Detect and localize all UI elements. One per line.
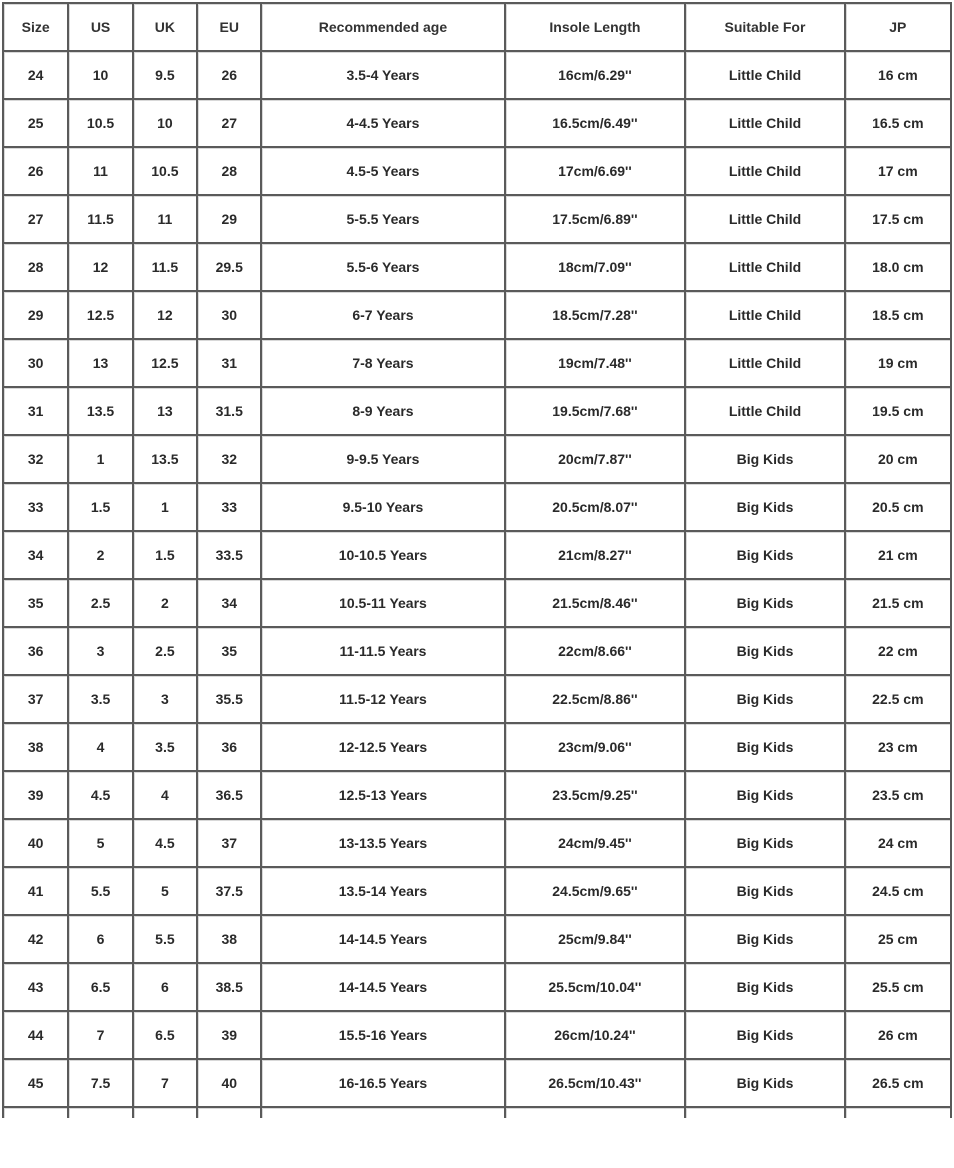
cell-suitable-for: Big Kids bbox=[684, 578, 843, 626]
cell-uk: 12.5 bbox=[132, 338, 196, 386]
cell-size: 26 bbox=[2, 146, 67, 194]
table-row bbox=[2, 914, 952, 962]
cell-insole-length: 20cm/7.87'' bbox=[504, 434, 685, 482]
cell-insole-length: 23.5cm/9.25'' bbox=[504, 770, 685, 818]
cell-size: 30 bbox=[2, 338, 67, 386]
cell-suitable-for: Big Kids bbox=[684, 962, 843, 1010]
cell-insole-length: 17cm/6.69'' bbox=[504, 146, 685, 194]
cell-us: 3.5 bbox=[67, 674, 131, 722]
cell-uk: 1 bbox=[132, 482, 196, 530]
cell-uk: 10.5 bbox=[132, 146, 196, 194]
cell-size: 29 bbox=[2, 290, 67, 338]
cell-recommended-age: 8-9 Years bbox=[260, 386, 503, 434]
cell-eu: 37 bbox=[196, 818, 260, 866]
cell-recommended-age: 11.5-12 Years bbox=[260, 674, 503, 722]
table-row bbox=[2, 818, 952, 866]
cell-empty bbox=[684, 1106, 843, 1118]
cell-eu: 35.5 bbox=[196, 674, 260, 722]
cell-size: 25 bbox=[2, 98, 67, 146]
cell-suitable-for: Big Kids bbox=[684, 818, 843, 866]
table-row bbox=[2, 290, 952, 338]
cell-size: 34 bbox=[2, 530, 67, 578]
cell-jp: 23 cm bbox=[844, 722, 952, 770]
cell-insole-length: 18cm/7.09'' bbox=[504, 242, 685, 290]
cell-eu: 40 bbox=[196, 1058, 260, 1106]
cell-recommended-age: 5.5-6 Years bbox=[260, 242, 503, 290]
cell-recommended-age: 13.5-14 Years bbox=[260, 866, 503, 914]
cell-insole-length: 18.5cm/7.28'' bbox=[504, 290, 685, 338]
cell-insole-length: 19cm/7.48'' bbox=[504, 338, 685, 386]
cell-jp: 18.5 cm bbox=[844, 290, 952, 338]
cell-eu: 31.5 bbox=[196, 386, 260, 434]
cell-eu: 36 bbox=[196, 722, 260, 770]
cell-size: 37 bbox=[2, 674, 67, 722]
table-header bbox=[2, 2, 952, 50]
cell-jp: 25.5 cm bbox=[844, 962, 952, 1010]
cell-insole-length: 24cm/9.45'' bbox=[504, 818, 685, 866]
cell-insole-length: 22.5cm/8.86'' bbox=[504, 674, 685, 722]
cell-size: 28 bbox=[2, 242, 67, 290]
cell-suitable-for: Little Child bbox=[684, 194, 843, 242]
cell-eu: 26 bbox=[196, 50, 260, 98]
table-row bbox=[2, 194, 952, 242]
cell-eu: 39 bbox=[196, 1010, 260, 1058]
cell-insole-length: 16cm/6.29'' bbox=[504, 50, 685, 98]
cell-uk: 3 bbox=[132, 674, 196, 722]
cell-size: 43 bbox=[2, 962, 67, 1010]
cell-eu: 32 bbox=[196, 434, 260, 482]
cell-recommended-age: 14-14.5 Years bbox=[260, 962, 503, 1010]
column-header-uk: UK bbox=[132, 2, 196, 50]
table-row bbox=[2, 146, 952, 194]
cell-suitable-for: Big Kids bbox=[684, 482, 843, 530]
cell-us: 6.5 bbox=[67, 962, 131, 1010]
column-header-us: US bbox=[67, 2, 131, 50]
cell-us: 5 bbox=[67, 818, 131, 866]
cell-uk: 4 bbox=[132, 770, 196, 818]
table-row bbox=[2, 770, 952, 818]
size-chart-table bbox=[2, 2, 952, 1118]
cell-jp: 21.5 cm bbox=[844, 578, 952, 626]
table-row bbox=[2, 242, 952, 290]
column-header-size: Size bbox=[2, 2, 67, 50]
cell-uk: 2 bbox=[132, 578, 196, 626]
cell-insole-length: 21.5cm/8.46'' bbox=[504, 578, 685, 626]
cell-suitable-for: Big Kids bbox=[684, 434, 843, 482]
cell-empty bbox=[844, 1106, 952, 1118]
cell-us: 1 bbox=[67, 434, 131, 482]
table-row bbox=[2, 626, 952, 674]
cell-uk: 7 bbox=[132, 1058, 196, 1106]
cell-jp: 26 cm bbox=[844, 1010, 952, 1058]
cell-recommended-age: 15.5-16 Years bbox=[260, 1010, 503, 1058]
cell-jp: 18.0 cm bbox=[844, 242, 952, 290]
cell-eu: 30 bbox=[196, 290, 260, 338]
cell-uk: 5.5 bbox=[132, 914, 196, 962]
cell-suitable-for: Little Child bbox=[684, 50, 843, 98]
table-row bbox=[2, 674, 952, 722]
cell-size: 27 bbox=[2, 194, 67, 242]
cell-jp: 20.5 cm bbox=[844, 482, 952, 530]
cell-us: 3 bbox=[67, 626, 131, 674]
cell-eu: 27 bbox=[196, 98, 260, 146]
cell-size: 35 bbox=[2, 578, 67, 626]
cell-eu: 37.5 bbox=[196, 866, 260, 914]
cell-us: 11.5 bbox=[67, 194, 131, 242]
cell-uk: 12 bbox=[132, 290, 196, 338]
cell-jp: 24.5 cm bbox=[844, 866, 952, 914]
cell-jp: 16.5 cm bbox=[844, 98, 952, 146]
cell-jp: 22 cm bbox=[844, 626, 952, 674]
cell-eu: 31 bbox=[196, 338, 260, 386]
cell-uk: 2.5 bbox=[132, 626, 196, 674]
cell-jp: 22.5 cm bbox=[844, 674, 952, 722]
column-header-recommended-age: Recommended age bbox=[260, 2, 503, 50]
cell-jp: 25 cm bbox=[844, 914, 952, 962]
cell-suitable-for: Little Child bbox=[684, 98, 843, 146]
cell-eu: 29.5 bbox=[196, 242, 260, 290]
table-row bbox=[2, 722, 952, 770]
cell-uk: 6.5 bbox=[132, 1010, 196, 1058]
cell-size: 40 bbox=[2, 818, 67, 866]
cell-empty bbox=[67, 1106, 131, 1118]
column-header-insole-length: Insole Length bbox=[504, 2, 685, 50]
cell-insole-length: 25cm/9.84'' bbox=[504, 914, 685, 962]
cell-uk: 13 bbox=[132, 386, 196, 434]
cell-insole-length: 23cm/9.06'' bbox=[504, 722, 685, 770]
cell-insole-length: 16.5cm/6.49'' bbox=[504, 98, 685, 146]
cell-us: 4 bbox=[67, 722, 131, 770]
table-row-partial bbox=[2, 1106, 952, 1118]
cell-jp: 17.5 cm bbox=[844, 194, 952, 242]
cell-empty bbox=[2, 1106, 67, 1118]
cell-suitable-for: Big Kids bbox=[684, 626, 843, 674]
cell-insole-length: 21cm/8.27'' bbox=[504, 530, 685, 578]
cell-recommended-age: 9-9.5 Years bbox=[260, 434, 503, 482]
cell-us: 7.5 bbox=[67, 1058, 131, 1106]
cell-us: 2.5 bbox=[67, 578, 131, 626]
cell-size: 45 bbox=[2, 1058, 67, 1106]
table-row bbox=[2, 578, 952, 626]
cell-suitable-for: Big Kids bbox=[684, 770, 843, 818]
cell-uk: 6 bbox=[132, 962, 196, 1010]
table-row bbox=[2, 50, 952, 98]
cell-insole-length: 24.5cm/9.65'' bbox=[504, 866, 685, 914]
cell-jp: 19.5 cm bbox=[844, 386, 952, 434]
cell-recommended-age: 12-12.5 Years bbox=[260, 722, 503, 770]
cell-suitable-for: Big Kids bbox=[684, 866, 843, 914]
cell-recommended-age: 10.5-11 Years bbox=[260, 578, 503, 626]
table-row bbox=[2, 338, 952, 386]
cell-uk: 1.5 bbox=[132, 530, 196, 578]
column-header-suitable-for: Suitable For bbox=[684, 2, 843, 50]
cell-uk: 5 bbox=[132, 866, 196, 914]
cell-uk: 3.5 bbox=[132, 722, 196, 770]
table-row bbox=[2, 962, 952, 1010]
cell-suitable-for: Big Kids bbox=[684, 722, 843, 770]
table-row bbox=[2, 1058, 952, 1106]
cell-us: 13.5 bbox=[67, 386, 131, 434]
cell-recommended-age: 16-16.5 Years bbox=[260, 1058, 503, 1106]
cell-uk: 10 bbox=[132, 98, 196, 146]
cell-jp: 16 cm bbox=[844, 50, 952, 98]
cell-us: 10.5 bbox=[67, 98, 131, 146]
cell-recommended-age: 11-11.5 Years bbox=[260, 626, 503, 674]
header-row bbox=[2, 2, 952, 50]
cell-eu: 33 bbox=[196, 482, 260, 530]
cell-recommended-age: 3.5-4 Years bbox=[260, 50, 503, 98]
cell-eu: 36.5 bbox=[196, 770, 260, 818]
table-row bbox=[2, 530, 952, 578]
cell-size: 33 bbox=[2, 482, 67, 530]
cell-empty bbox=[132, 1106, 196, 1118]
cell-insole-length: 17.5cm/6.89'' bbox=[504, 194, 685, 242]
cell-jp: 24 cm bbox=[844, 818, 952, 866]
cell-suitable-for: Big Kids bbox=[684, 1058, 843, 1106]
cell-jp: 17 cm bbox=[844, 146, 952, 194]
cell-suitable-for: Little Child bbox=[684, 386, 843, 434]
cell-jp: 21 cm bbox=[844, 530, 952, 578]
cell-insole-length: 20.5cm/8.07'' bbox=[504, 482, 685, 530]
table-row bbox=[2, 434, 952, 482]
cell-eu: 29 bbox=[196, 194, 260, 242]
cell-size: 31 bbox=[2, 386, 67, 434]
cell-empty bbox=[196, 1106, 260, 1118]
table-body bbox=[2, 50, 952, 1118]
cell-jp: 19 cm bbox=[844, 338, 952, 386]
cell-size: 24 bbox=[2, 50, 67, 98]
table-row bbox=[2, 1010, 952, 1058]
cell-us: 12.5 bbox=[67, 290, 131, 338]
cell-suitable-for: Little Child bbox=[684, 242, 843, 290]
cell-us: 5.5 bbox=[67, 866, 131, 914]
cell-eu: 33.5 bbox=[196, 530, 260, 578]
cell-us: 4.5 bbox=[67, 770, 131, 818]
cell-us: 7 bbox=[67, 1010, 131, 1058]
cell-jp: 20 cm bbox=[844, 434, 952, 482]
cell-suitable-for: Little Child bbox=[684, 146, 843, 194]
cell-us: 13 bbox=[67, 338, 131, 386]
cell-size: 42 bbox=[2, 914, 67, 962]
cell-jp: 26.5 cm bbox=[844, 1058, 952, 1106]
cell-size: 36 bbox=[2, 626, 67, 674]
cell-jp: 23.5 cm bbox=[844, 770, 952, 818]
cell-recommended-age: 4.5-5 Years bbox=[260, 146, 503, 194]
cell-uk: 13.5 bbox=[132, 434, 196, 482]
cell-recommended-age: 7-8 Years bbox=[260, 338, 503, 386]
cell-suitable-for: Little Child bbox=[684, 290, 843, 338]
cell-us: 2 bbox=[67, 530, 131, 578]
cell-eu: 38.5 bbox=[196, 962, 260, 1010]
cell-recommended-age: 10-10.5 Years bbox=[260, 530, 503, 578]
cell-empty bbox=[260, 1106, 503, 1118]
cell-uk: 11.5 bbox=[132, 242, 196, 290]
cell-us: 12 bbox=[67, 242, 131, 290]
cell-suitable-for: Little Child bbox=[684, 338, 843, 386]
cell-size: 44 bbox=[2, 1010, 67, 1058]
cell-us: 11 bbox=[67, 146, 131, 194]
cell-size: 38 bbox=[2, 722, 67, 770]
cell-recommended-age: 6-7 Years bbox=[260, 290, 503, 338]
cell-recommended-age: 12.5-13 Years bbox=[260, 770, 503, 818]
cell-insole-length: 25.5cm/10.04'' bbox=[504, 962, 685, 1010]
cell-empty bbox=[504, 1106, 685, 1118]
table-row bbox=[2, 386, 952, 434]
cell-recommended-age: 4-4.5 Years bbox=[260, 98, 503, 146]
cell-uk: 4.5 bbox=[132, 818, 196, 866]
cell-insole-length: 26cm/10.24'' bbox=[504, 1010, 685, 1058]
table-row bbox=[2, 482, 952, 530]
cell-recommended-age: 14-14.5 Years bbox=[260, 914, 503, 962]
cell-eu: 35 bbox=[196, 626, 260, 674]
cell-insole-length: 22cm/8.66'' bbox=[504, 626, 685, 674]
cell-us: 1.5 bbox=[67, 482, 131, 530]
cell-size: 39 bbox=[2, 770, 67, 818]
cell-suitable-for: Big Kids bbox=[684, 530, 843, 578]
cell-recommended-age: 9.5-10 Years bbox=[260, 482, 503, 530]
column-header-eu: EU bbox=[196, 2, 260, 50]
cell-eu: 28 bbox=[196, 146, 260, 194]
cell-us: 6 bbox=[67, 914, 131, 962]
cell-size: 32 bbox=[2, 434, 67, 482]
cell-uk: 9.5 bbox=[132, 50, 196, 98]
cell-recommended-age: 5-5.5 Years bbox=[260, 194, 503, 242]
cell-insole-length: 19.5cm/7.68'' bbox=[504, 386, 685, 434]
table-row bbox=[2, 98, 952, 146]
cell-suitable-for: Big Kids bbox=[684, 674, 843, 722]
cell-size: 41 bbox=[2, 866, 67, 914]
cell-recommended-age: 13-13.5 Years bbox=[260, 818, 503, 866]
cell-suitable-for: Big Kids bbox=[684, 1010, 843, 1058]
cell-uk: 11 bbox=[132, 194, 196, 242]
cell-insole-length: 26.5cm/10.43'' bbox=[504, 1058, 685, 1106]
table-row bbox=[2, 866, 952, 914]
cell-eu: 38 bbox=[196, 914, 260, 962]
cell-eu: 34 bbox=[196, 578, 260, 626]
cell-suitable-for: Big Kids bbox=[684, 914, 843, 962]
column-header-jp: JP bbox=[844, 2, 952, 50]
cell-us: 10 bbox=[67, 50, 131, 98]
